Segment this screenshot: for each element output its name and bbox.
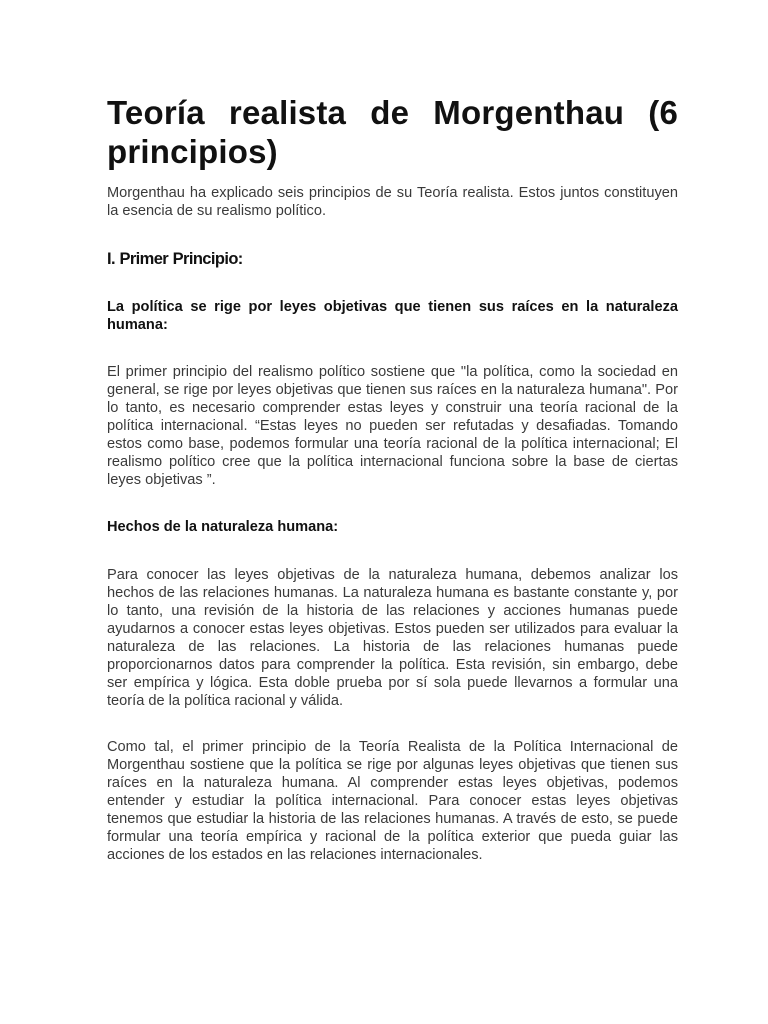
- document-page: [107, 93, 678, 864]
- section-heading-primer-principio: I. Primer Principio:: [107, 250, 243, 268]
- intro-paragraph: Morgenthau ha explicado seis principios de su Teoría realista. Estos juntos constituyen la esencia de su realismo político.: [107, 185, 678, 219]
- document-title: Teoría realista de Morgenthau (6 principios): [107, 94, 678, 170]
- paragraph-conclusion: Como tal, el primer principio de la Teoría Realista de la Política Internacional de Morgenthau sostiene que la política se rige por algunas leyes objetivas que tienen sus raíces en la naturaleza humana. Al comprender estas leyes objetivas, podemos entender y estudiar la política internacional. Para conocer estas leyes objetivas tenemos que estudiar la historia de las relaciones humanas. A través de esto, se puede formular una teoría empírica y racional de la política exterior que pueda guiar las acciones de los estados en las relaciones internacionales.: [107, 739, 678, 863]
- principle-statement: La política se rige por leyes objetivas que tienen sus raíces en la naturaleza humana:: [107, 299, 678, 333]
- paragraph-hechos: Para conocer las leyes objetivas de la naturaleza humana, debemos analizar los hechos de las relaciones humanas. La naturaleza humana es bastante constante y, por lo tanto, una revisión de la historia de las relaciones y acciones humanas puede ayudarnos a conocer estas leyes objetivas. Estos pueden ser utilizados para evaluar la naturaleza de las relaciones. La historia de las relaciones humanas puede proporcionarnos datos para comprender la política. Esta revisión, sin embargo, debe ser empírica y lógica. Esta doble prueba por sí sola puede llevarnos a formular una teoría de la política racional y válida.: [107, 567, 678, 709]
- subheading-hechos-naturaleza-humana: Hechos de la naturaleza humana:: [107, 519, 339, 535]
- paragraph-primer-principio: El primer principio del realismo político sostiene que "la política, como la sociedad en general, se rige por leyes objetivas que tienen sus raíces en la naturaleza humana". Por lo tanto, es necesario comprender estas leyes y construir una teoría racional de la política internacional. “Estas leyes no pueden ser refutadas y desafiadas. Tomando estos como base, podemos formular una teoría racional de la política internacional; El realismo político cree que la política internacional funciona sobre la base de ciertas leyes objetivas ”.: [107, 364, 678, 488]
